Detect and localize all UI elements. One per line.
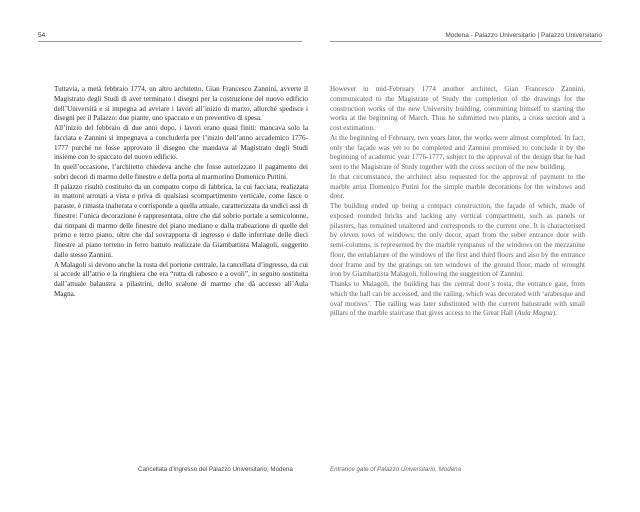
paragraph: In that circumstance, the architect also requested for the approval of payment to the marble artist Domenico Putini for the simple marble decorations for the windows and door. [330, 172, 585, 201]
paragraph-end: ). [552, 309, 557, 318]
paragraph: Tuttavia, a metà febbraio 1774, un altro architetto, Gian Francesco Zannini, avverte il Magistrato degli Studi di aver terminato i disegni per la costruzione del nuovo edificio dell’Università e si impegna ad avviare i lavori all’inizio di marzo, allorché spedisce i disegni per il Palazzo: due piante, uno spaccato e un preventivo di spesa. [54, 85, 308, 123]
page-number: 54 [38, 32, 46, 39]
caption-english: Entrance gate of Palazzo Universitario, Modena [330, 466, 462, 473]
italian-text-column [54, 85, 308, 300]
paragraph: However in mid-February 1774 another architect, Gian Francesco Zannini, communicated to the Magistrate of Study the completion of the drawings for the construction works of the new University building, committing himself to starting the works at the beginning of March. Thus he submitted two plants, a cross section and a cost estimation. [330, 85, 585, 132]
paragraph: In quell’occasione, l’architetto chiedeva anche che fosse autorizzato il pagamento dei sobri decori di marmo delle finestre e della porta al marmorino Domenico Puttini. [54, 163, 308, 181]
paragraph: The building ended up being a compact construction, the façade of which, made of exposed rounded bricks and lacking any vertical compartment, such as panels or pilasters, has remained unaltered and corresponds to the current one. It is characterised by eleven rows of windows; the only decor, apart from the sober entrance door with semi-columns, is represented by the marble tympanus of the windows on the mezzanine floor, the entablature of the windows of the first and third floors and also by the entrance door frame and by the gratings on ten windows of the ground floor, made of wrought iron by Giambattista Malagoli, following the suggestion of Zannini. [330, 202, 585, 279]
aula-magna-term: Aula Magna [517, 309, 553, 318]
english-text-column [330, 85, 585, 319]
paragraph: All’inizio del febbraio di due anni dopo, i lavori erano quasi finiti: mancava solo la facciata e Zannini si impegnava a concluderla per l’inizio dell’anno accademico 1776-1777 purché ne fosse approvato il disegno che mandava al Magistrato degli Studi insieme con lo spaccato del nuovo edificio. [54, 124, 308, 162]
paragraph: A Malagoli si devono anche la rosta del portone centrale, la cancellata d’ingresso, da cui si accede all’atrio e la ringhiera che era “tutta di rabesco e a ovoli”, in seguito sostituita dall’attuale balaustra a pilastrini, dello scalone di marmo che dà accesso all’Aula Magna. [54, 260, 308, 298]
paragraph: Il palazzo risultò costituito da un compatto corpo di fabbrica, la cui facciata, realizzata in mattoni arrotati a vista e priva di qualsiasi scompartimento verticale, come fasce o paraste, è rimasta inalterata e corrisponde a quella attuale, caratterizzata da undici assi di finestre: l’unica decorazione è rappresentata, oltre che dal sobrio portale a semicolonne, dai timpani di marmo delle finestre del piano mediano e dalla trabeazione di quelle del primo e terzo piano, oltre che dal sovrapporta di ingresso e dalle inferriate delle dieci finestre al piano terreno in ferro battuto realizzate da Giambattista Malagoli, suggerito dallo stesso Zannini. [54, 182, 308, 259]
paragraph-text: Thanks to Malagoli, the building has the central door’s rosta, the entrance gate, from which the hall can be accessed, and the railing, which was decorated with ‘arabesque and oval motives’. The railing was later substituted with the current balustrade with small pillars of the marble staircase that gives access to the Great Hall ( [330, 280, 585, 318]
header-rule-right [330, 41, 602, 42]
paragraph [330, 280, 585, 319]
paragraph: At the beginning of February, two years later, the works were almost completed. In fact, only the façade was yet to be completed and Zannini promised to conclude it by the beginning of academic year 1776-1777, subject to the approval of the design that he had sent to the Magistrate of Study together with the cross section of the new building. [330, 133, 585, 171]
header-rule-left [38, 41, 302, 42]
caption-italian: Cancellata d’ingresso del Palazzo Universitario, Modena [138, 466, 293, 473]
running-head: Modena - Palazzo Universitario | Palazzo Universitario [445, 32, 602, 39]
